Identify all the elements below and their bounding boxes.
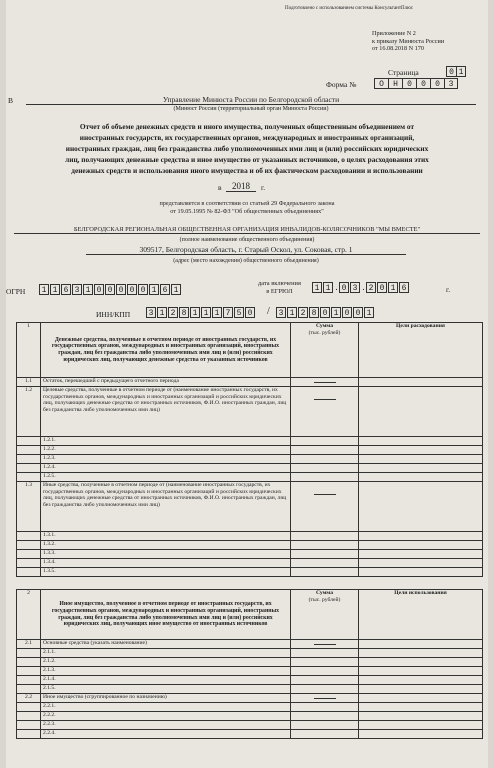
goal-cell[interactable] [359,550,483,559]
goal-cell[interactable] [359,559,483,568]
date-suffix: г. [446,285,451,294]
kpp-cells [276,307,375,318]
title-line: лиц, получающих денежные средства и иное имущество от указанных источников, о целях расходования этих [65,155,429,164]
table-row [17,473,483,482]
goal-cell[interactable] [359,685,483,694]
sub-row-number: 1.2.1. [41,437,291,446]
sub-row-number: 2.1.1. [41,649,291,658]
report-year: 2018 [226,181,256,192]
row-number: 1.3 [17,482,41,532]
digit-cell: 0 [377,282,387,293]
digit-cell: О [374,78,388,89]
page-label: Страница [388,68,419,77]
sub-row-number: 1.3.2. [41,541,291,550]
section-heading: Иное имущество, полученное в отчетном периоде от иностранных государств, их государственных органов, международных и иностранных организаций, иностранных граждан, лиц без гражданства либо уполномоченных ими лиц и (или) российских юридических лиц, получающих иное имущество от иностранных источников [41,590,291,640]
goal-cell[interactable] [359,455,483,464]
sum-header [291,590,359,640]
to-prefix: В [8,96,14,105]
digit-cell: 5 [234,307,244,318]
goal-cell[interactable] [359,473,483,482]
table-row [17,437,483,446]
section-number: 2 [17,590,41,640]
digit-cell: 1 [312,282,322,293]
sub-row-number: 2.1.5. [41,685,291,694]
table-row [17,446,483,455]
goal-cell[interactable] [359,532,483,541]
digit-cell: 3 [146,307,156,318]
goal-cell[interactable] [359,541,483,550]
digit-cell: 2 [298,307,308,318]
digit-cell: 0 [94,284,104,295]
goal-cell[interactable] [359,378,483,387]
row-number: 2.1 [17,640,41,649]
digit-cell: 0 [353,307,363,318]
table-row [17,464,483,473]
authority-caption: (Минюст России (территориальный орган Минюста России) [173,106,329,112]
digit-cell: 1 [201,307,211,318]
table-row [17,541,483,550]
goal-cell[interactable] [359,721,483,730]
form-number-cells [374,78,458,89]
digit-cell: 3 [444,78,458,89]
title-line: иностранных граждан, лиц без гражданства либо уполномоченных ими лиц и (или) российских юридических [65,144,429,153]
digit-cell: 0 [320,307,330,318]
sum-header [291,323,359,378]
appendix-line: от 16.08.2018 N 170 [372,45,424,52]
row-text: Основные средства (указать наименование) [41,640,291,649]
top-note: Подготовлено с использованием системы КонсультантПлюс [285,6,414,11]
organization-name: БЕЛГОРОДСКАЯ РЕГИОНАЛЬНАЯ ОБЩЕСТВЕННАЯ ОРГАНИЗАЦИЯ ИНВАЛИДОВ-КОЛЯСОЧНИКОВ "МЫ ВМЕСТЕ" [14,226,480,234]
digit-cell: 1 [50,284,60,295]
digit-cell: 0 [105,284,115,295]
authority-name: Управление Минюста России по Белгородской области [26,95,476,105]
digit-cell: 3 [350,282,360,293]
law-reference [6,200,488,216]
table-row [17,676,483,685]
digit-cell: 1 [157,307,167,318]
digit-cell: 1 [331,307,341,318]
ogrn-label: ОГРН [6,287,26,296]
digit-cell: 2 [366,282,376,293]
table-row [17,721,483,730]
table-row [17,532,483,541]
goal-cell[interactable] [359,568,483,577]
digit-cell: Н [388,78,402,89]
property-table [16,589,483,739]
sub-row-number: 1.3.1. [41,532,291,541]
table-row [17,640,483,649]
digit-cell: 0 [342,307,352,318]
table-row [17,559,483,568]
form-label: Форма № [326,80,357,89]
digit-cell: 1 [212,307,222,318]
table-row [17,649,483,658]
digit-cell: 1 [39,284,49,295]
digit-cell: 0 [446,66,456,77]
year-suffix: г. [261,183,266,192]
sum-header-label: Сумма [315,590,333,596]
sum-header-label: Сумма [315,323,333,329]
digit-cell: 0 [116,284,126,295]
goal-cell[interactable] [359,658,483,667]
digit-cell: 8 [179,307,189,318]
table-row [17,568,483,577]
digit-cell: 6 [61,284,71,295]
table-row [17,667,483,676]
row-text: Иное имущество (сгруппированное по назначению) [41,694,291,703]
digit-cell: 1 [388,282,398,293]
goal-cell[interactable] [359,703,483,712]
digit-cell: 8 [309,307,319,318]
goal-cell[interactable] [359,446,483,455]
goal-cell[interactable] [359,712,483,721]
row-number: 1.1 [17,378,41,387]
registration-date-cells: 1 1 . 0 3 . 2 0 1 6 [312,282,410,293]
goal-cell[interactable] [359,387,483,437]
law-line: представляется в соответствии со статьей 29 Федерального закона [159,200,335,207]
egrul-label-line: в ЕГРЮЛ [266,288,293,295]
goal-cell[interactable] [359,694,483,703]
digit-cell: 1 [190,307,200,318]
sub-row-number: 1.3.4. [41,559,291,568]
sub-row-number: 1.2.5. [41,473,291,482]
digit-cell: 1 [323,282,333,293]
row-number: 2.2 [17,694,41,703]
goal-cell[interactable] [359,649,483,658]
digit-cell: 0 [138,284,148,295]
table-row [17,658,483,667]
table-header-row [17,323,483,378]
sub-row-number: 2.1.2. [41,658,291,667]
digit-cell: 2 [168,307,178,318]
section-number: 1 [17,323,41,378]
digit-cell: 0 [339,282,349,293]
appendix-block [372,30,444,53]
sub-row-number: 2.2.1. [41,703,291,712]
sub-row-number: 2.2.4. [41,730,291,739]
page-number-cells [446,66,466,77]
egrul-label-line: дата включения [258,280,301,287]
sub-row-number: 1.3.5. [41,568,291,577]
digit-cell: 0 [416,78,430,89]
sum-header-unit: (тыс. рублей) [308,329,341,336]
goal-header: Цели использования [359,590,483,640]
goal-cell[interactable] [359,640,483,649]
table-row [17,730,483,739]
organization-address: 309517, Белгородская область, г. Старый Оскол, ул. Соковая, стр. 1 [86,245,406,255]
goal-cell[interactable] [359,676,483,685]
table-row [17,685,483,694]
row-text: Иные средства, полученные в отчетном периоде от (наименование иностранных государств, их государственных органов, международных и иностранных организаций и российских юридических лиц, получающих денежные средства от иностранных источников, Ф.И.О. иностранных граждан, лиц без гражданства либо уполномоченных ими лиц) [41,482,291,532]
table-row [17,550,483,559]
goal-cell[interactable] [359,437,483,446]
law-line: от 19.05.1995 № 82-ФЗ "Об общественных объединениях" [170,208,324,215]
digit-cell: 1 [364,307,374,318]
row-number: 1.2 [17,387,41,437]
digit-cell: 0 [402,78,416,89]
goal-cell[interactable] [359,482,483,532]
table-row [17,387,483,437]
table-row [17,712,483,721]
goal-cell[interactable] [359,730,483,739]
row-text: Целевые средства, полученные в отчетном периоде от (наименование иностранных государств, их государственных органов, международных и иностранных организаций и российских юридических лиц, получающих денежные средства от иностранных источников, Ф.И.О. иностранных граждан, лиц без гражданства либо уполномоченных ими лиц) [41,387,291,437]
inn-kpp-label: ИНН/КПП [96,310,131,319]
digit-cell: 6 [399,282,409,293]
section-heading: Денежные средства, полученные в отчетном периоде от иностранных государств, их государственных органов, международных и иностранных организаций, иностранных граждан, лиц без гражданства либо уполномоченных ими лиц и (или) российских юридических лиц, получающих денежные средства от указанных источников [41,323,291,378]
sub-row-number: 2.1.4. [41,676,291,685]
goal-cell[interactable] [359,464,483,473]
sub-row-number: 2.2.3. [41,721,291,730]
table-row [17,378,483,387]
table-header-row [17,590,483,640]
title-line: денежных средств и использования иного имущества и об их фактическом расходовании и использовании [71,166,423,175]
address-caption: (адрес (место нахождения) общественного объединения) [173,258,319,264]
table-row [17,455,483,464]
digit-cell: 1 [171,284,181,295]
row-text: Остаток, перешедший с предыдущего отчетного периода [41,378,291,387]
digit-cell: 3 [72,284,82,295]
digit-cell: 6 [160,284,170,295]
year-prefix: в [218,183,222,192]
egrul-label [258,280,301,296]
report-title [6,121,488,176]
table-row [17,482,483,532]
inn-kpp-separator: / [267,306,270,317]
title-line: Отчет об объеме денежных средств и иного имущества, полученных общественным объединением от [79,122,415,131]
inn-cells [146,307,256,318]
sub-row-number: 2.2.2. [41,712,291,721]
goal-header: Цели расходования [359,323,483,378]
digit-cell: 1 [149,284,159,295]
digit-cell: 0 [245,307,255,318]
sub-row-number: 1.2.3. [41,455,291,464]
ogrn-cells [39,284,182,295]
digit-cell: 1 [456,66,466,77]
sum-header-unit: (тыс. рублей) [308,596,341,603]
appendix-line: Приложение N 2 [372,30,416,37]
digit-cell: 0 [430,78,444,89]
digit-cell: 7 [223,307,233,318]
sub-row-number: 1.2.4. [41,464,291,473]
organization-caption: (полное наименование общественного объединения) [179,237,315,243]
sub-row-number: 2.1.3. [41,667,291,676]
table-row [17,703,483,712]
sub-row-number: 1.2.2. [41,446,291,455]
document-sheet [6,0,488,768]
table-row [17,694,483,703]
appendix-line: к приказу Минюста России [372,37,445,45]
digit-cell: 1 [83,284,93,295]
digit-cell: 0 [127,284,137,295]
goal-cell[interactable] [359,667,483,676]
money-table [16,322,483,577]
sub-row-number: 1.3.3. [41,550,291,559]
digit-cell: 3 [276,307,286,318]
digit-cell: 1 [287,307,297,318]
title-line: иностранных государств, их государственных органов, международных и иностранных организаций, [79,133,415,142]
